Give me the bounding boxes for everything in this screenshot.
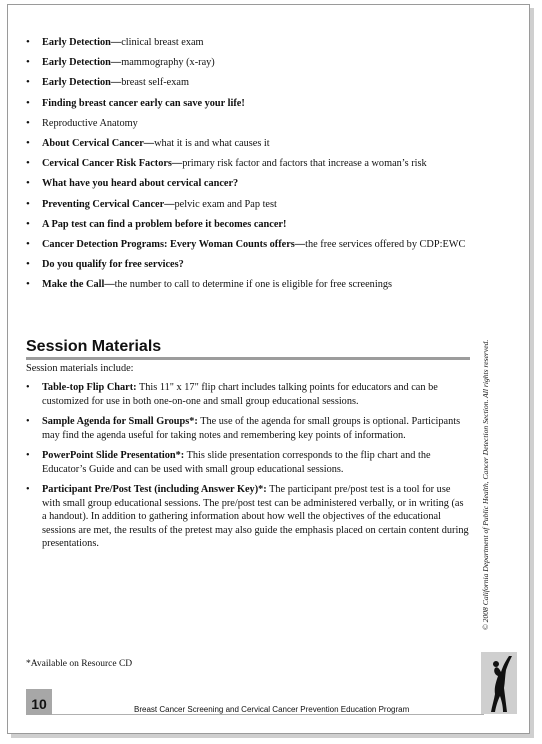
list-item: • Make the Call—the number to call to determine if one is eligible for free screenings (26, 278, 466, 291)
footer-title: Breast Cancer Screening and Cervical Cancer Prevention Education Program (134, 705, 410, 714)
list-item: • Sample Agenda for Small Groups*: The use of the agenda for small groups is optional. Participants may find the agenda useful for taking notes and remembering key points of information. (26, 415, 470, 442)
list-item: • Early Detection—breast self-exam (26, 76, 466, 89)
list-item: • What have you heard about cervical cancer? (26, 177, 466, 190)
intro-text: Session materials include: (26, 363, 134, 374)
topic-list (26, 36, 466, 298)
list-item: • Finding breast cancer early can save your life! (26, 97, 466, 110)
list-item: • Participant Pre/Post Test (including Answer Key)*: The participant pre/post test is a tool for use with small group educational sessions. The pre/post test can be administered verbally, or in writing (as a handout). In addition to gathering information about how well the objectives of the educational sessions are met, the results of the pretest may also guide the emphasis placed on certain content during presentations. (26, 483, 470, 551)
heading-rule (26, 357, 470, 360)
list-item: • Preventing Cervical Cancer—pelvic exam and Pap test (26, 198, 466, 211)
list-item: • Cervical Cancer Risk Factors—primary risk factor and factors that increase a woman’s risk (26, 157, 466, 170)
list-item: • PowerPoint Slide Presentation*: This slide presentation corresponds to the flip chart and the Educator’s Guide and can be used with small group educational sessions. (26, 449, 470, 476)
list-item: • Do you qualify for free services? (26, 258, 466, 271)
section-heading: Session Materials (26, 338, 162, 355)
list-item: • Early Detection—clinical breast exam (26, 36, 466, 49)
materials-list (26, 381, 470, 558)
list-item: • Early Detection—mammography (x-ray) (26, 56, 466, 69)
page-number: 10 (26, 689, 52, 715)
list-item: • Reproductive Anatomy (26, 117, 466, 130)
list-item: • Cancer Detection Programs: Every Woman Counts offers—the free services offered by CDP:EWC (26, 238, 466, 251)
footer-rule (52, 714, 484, 715)
program-logo-icon (481, 652, 517, 714)
list-item: • A Pap test can find a problem before it becomes cancer! (26, 218, 466, 231)
copyright-notice: © 2008 California Department of Public Health, Cancer Detection Section. All rights reserved. (481, 339, 490, 630)
footnote: *Available on Resource CD (26, 659, 133, 669)
list-item: • About Cervical Cancer—what it is and what causes it (26, 137, 466, 150)
list-item: • Table-top Flip Chart: This 11" x 17" flip chart includes talking points for educators and can be customized for use in both one-on-one and small group educational sessions. (26, 381, 470, 408)
